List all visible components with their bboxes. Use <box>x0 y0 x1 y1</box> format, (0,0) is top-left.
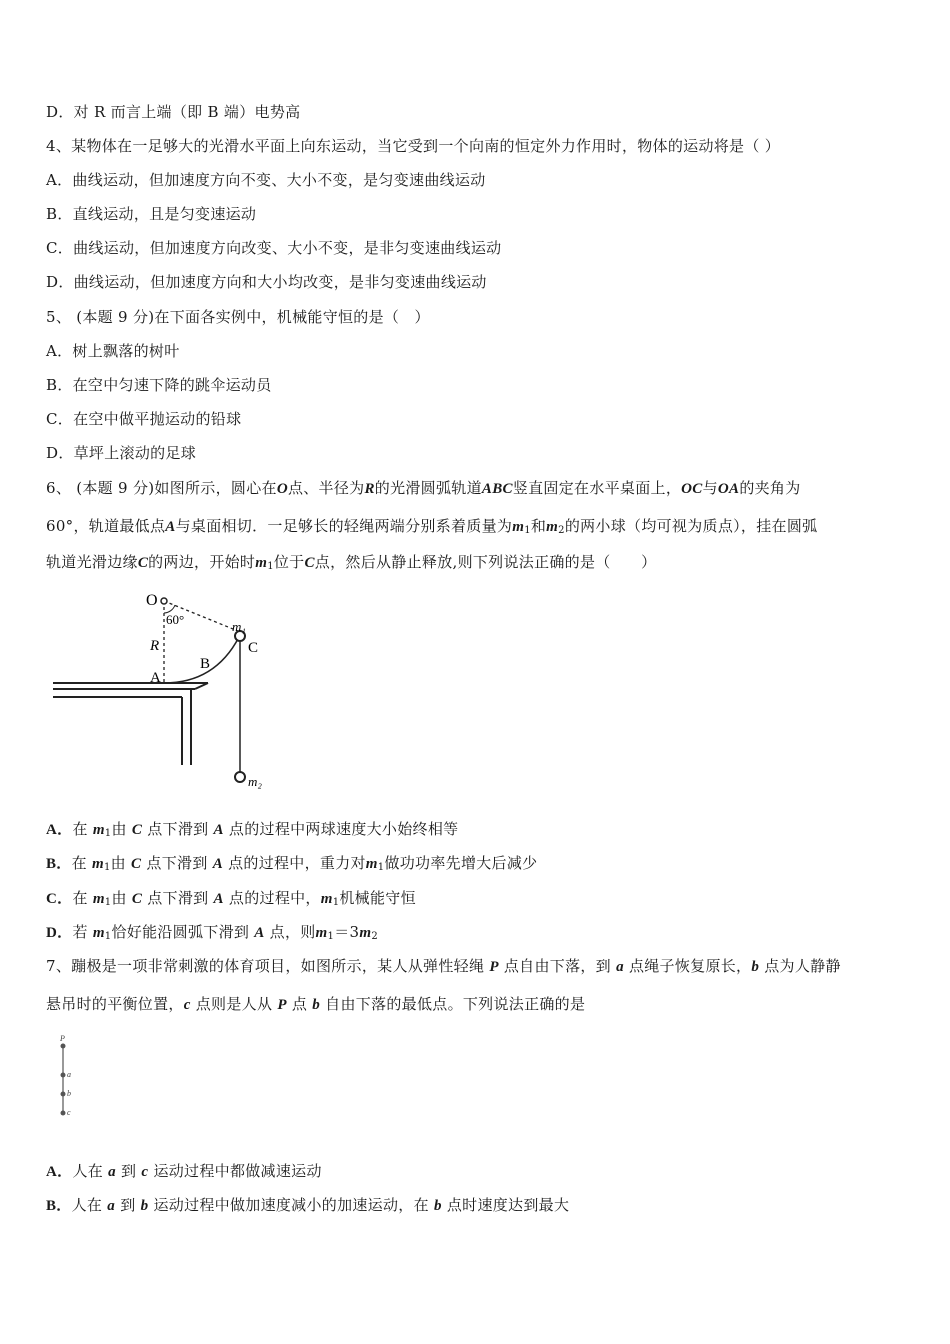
q3-option-d: D．对 R 而言上端（即 B 端）电势高 <box>46 103 301 121</box>
q6-option-d: D．若 $m_1$恰好能沿圆弧下滑到 A 点，则$m_1=3m_2$ <box>46 923 378 942</box>
q6-stem-line3: 轨道光滑边缘C的两边，开始时$m_1$位于C点，然后从静止释放,则下列说法正确的是（ ） <box>46 553 657 572</box>
q6-figure <box>50 585 290 800</box>
label-m1: m₁ <box>232 619 246 634</box>
q4-option-c: C．曲线运动，但加速度方向改变、大小不变，是非匀变速曲线运动 <box>46 239 502 257</box>
q7-option-a: A．人在 a 到 c 运动过程中都做减速运动 <box>46 1162 322 1180</box>
q5-stem: 5、 (本题 9 分)在下面各实例中，机械能守恒的是（ ） <box>46 308 430 326</box>
ball-m2 <box>235 772 245 782</box>
q5-option-d: D．草坪上滚动的足球 <box>46 444 197 462</box>
label-p: P <box>60 1034 65 1043</box>
q4-stem: 4、某物体在一足够大的光滑水平面上向东运动，当它受到一个向南的恒定外力作用时，物体的运动将是（ ） <box>46 137 781 155</box>
q4-option-a: A．曲线运动，但加速度方向不变、大小不变，是匀变速曲线运动 <box>46 171 486 189</box>
q4-option-b: B．直线运动，且是匀变速运动 <box>46 205 257 223</box>
q7-figure <box>50 1032 90 1122</box>
q7-stem-line1: 7、蹦极是一项非常刺激的体育项目，如图所示，某人从弹性轻绳 P 点自由下落，到 a 点绳子恢复原长，b 点为人静静 <box>46 957 841 975</box>
q5-option-a: A．树上飘落的树叶 <box>46 342 180 360</box>
label-a: a <box>67 1070 71 1079</box>
q5-option-c: C．在空中做平抛运动的铅球 <box>46 410 242 428</box>
q7-stem-line2: 悬吊时的平衡位置，c 点则是人从 P 点 b 自由下落的最低点。下列说法正确的是 <box>46 995 586 1013</box>
point-a <box>61 1073 66 1078</box>
q6-stem-line2: 60°，轨道最低点A与桌面相切．一足够长的轻绳两端分别系着质量为$m_1$和$m_2$的两小球（均可视为质点），挂在圆弧 <box>46 517 818 536</box>
q7-option-b: B．人在 a 到 b 运动过程中做加速度减小的加速运动，在 b 点时速度达到最大 <box>46 1196 570 1214</box>
q5-option-b: B．在空中匀速下降的跳伞运动员 <box>46 376 272 394</box>
point-b <box>61 1092 66 1097</box>
label-r: R <box>150 638 160 654</box>
label-b: b <box>67 1089 71 1098</box>
q6-option-c: C．在 $m_1$由 C 点下滑到 A 点的过程中，$m_1$机械能守恒 <box>46 889 416 908</box>
q6-option-b: B．在 $m_1$由 C 点下滑到 A 点的过程中，重力对$m_1$做功功率先增大后减少 <box>46 854 538 873</box>
q6-stem-line1: 6、 (本题 9 分)如图所示，圆心在O点、半径为R的光滑圆弧轨道ABC竖直固定在水平桌面上，OC与OA的夹角为 <box>46 479 801 497</box>
center-o-dot <box>161 598 167 604</box>
label-angle: 60° <box>166 612 185 627</box>
label-c: C <box>248 640 259 656</box>
label-o: O <box>146 592 158 609</box>
label-b: B <box>200 656 211 672</box>
q4-option-d: D．曲线运动，但加速度方向和大小均改变，是非匀变速曲线运动 <box>46 273 487 291</box>
label-c: c <box>67 1108 71 1117</box>
label-m2: m₂ <box>248 774 262 789</box>
point-p <box>61 1044 66 1049</box>
label-a: A <box>150 670 161 686</box>
q6-option-a: A．在 $m_1$由 C 点下滑到 A 点的过程中两球速度大小始终相等 <box>46 820 459 839</box>
point-c <box>61 1111 66 1116</box>
